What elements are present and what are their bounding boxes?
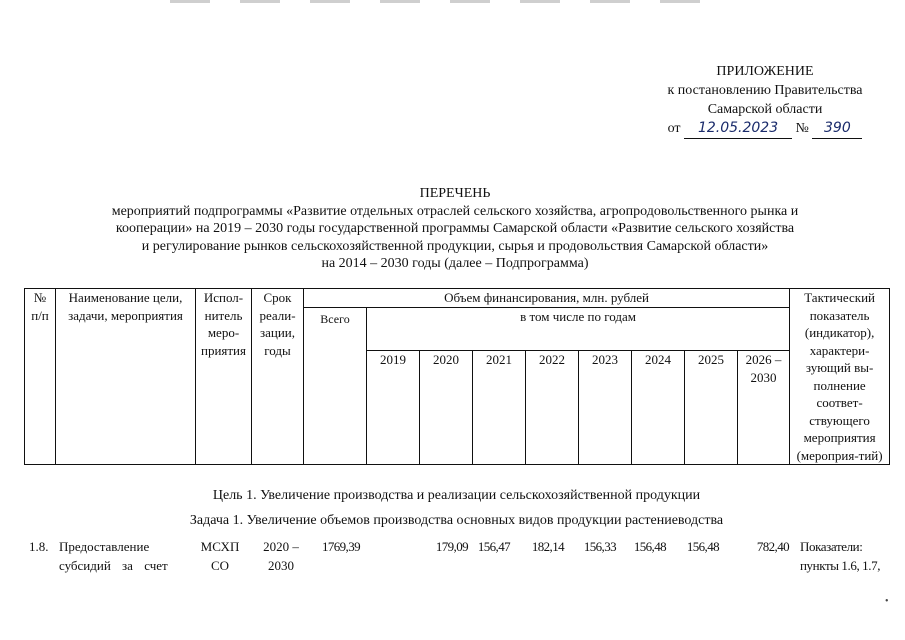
row-indicator-line-2: пункты 1.6, 1.7,: [800, 558, 881, 573]
row-name-line-2: субсидий за счет: [59, 558, 168, 573]
header-indicator: Тактический показатель (индикатор), характери-зующий вы-полнение соответ-ствующего мероприятия (мероприя-тий): [790, 289, 890, 465]
events-table: [24, 288, 890, 465]
row-total: 1769,39: [321, 539, 360, 554]
row-value-2020: 179,09: [435, 539, 468, 554]
header-year-2023: 2023: [579, 351, 632, 465]
row-term-line-1: 2020 –: [263, 539, 299, 554]
appendix-line-1: к постановлению Правительства: [667, 83, 863, 98]
task-heading: Задача 1. Увеличение объемов производства основных видов продукции растениеводства: [189, 513, 724, 528]
row-indicator-line-1: Показатели:: [800, 539, 863, 554]
appendix-title: ПРИЛОЖЕНИЕ: [716, 64, 814, 79]
header-year-2022: 2022: [526, 351, 579, 465]
row-name-line-1: Предоставление: [59, 539, 150, 554]
header-name: Наименование цели, задачи, мероприятия: [56, 289, 196, 465]
title-heading: ПЕРЕЧЕНЬ: [419, 186, 491, 201]
appendix-block: [640, 62, 890, 139]
row-number: 1.8.: [29, 539, 49, 554]
header-funding: Объем финансирования, млн. рублей: [304, 289, 790, 308]
row-term: [258, 537, 304, 575]
title-line-1: мероприятий подпрограммы «Развитие отдельных отраслей сельского хозяйства, агропродовольственного рынка и: [111, 203, 799, 219]
title-line-2: кооперации» на 2019 – 2030 годы государственной программы Самарской области «Развитие сельского хозяйства: [115, 221, 795, 236]
header-total: Всего: [304, 307, 367, 465]
header-year-2026-2030: 2026 – 2030: [738, 351, 790, 465]
row-value-2025: 156,48: [686, 539, 719, 554]
header-year-2024: 2024: [632, 351, 685, 465]
row-value-2026-2030: 782,40: [756, 539, 789, 554]
row-executor-line-1: МСХП: [200, 539, 240, 554]
row-value-2021: 156,47: [477, 539, 510, 554]
scan-mark: •: [885, 596, 889, 607]
header-executor: Испол-нитель меро-приятия: [196, 289, 252, 465]
header-year-2025: 2025: [685, 351, 738, 465]
appendix-line-2: Самарской области: [707, 102, 823, 117]
header-by-years: в том числе по годам: [367, 307, 790, 351]
row-executor: [198, 537, 242, 575]
row-executor-line-2: СО: [210, 558, 230, 573]
header-year-2019: 2019: [367, 351, 420, 465]
row-term-line-2: 2030: [268, 558, 294, 573]
row-value-2024: 156,48: [633, 539, 666, 554]
row-indicator: [800, 537, 900, 575]
scan-artifact-top: [170, 0, 710, 3]
number-label: №: [795, 121, 809, 136]
document-title: [60, 185, 850, 273]
title-line-4: на 2014 – 2030 годы (далее – Подпрограмма): [321, 256, 589, 271]
handwritten-number: 390: [812, 119, 862, 139]
header-year-2021: 2021: [473, 351, 526, 465]
header-year-2020: 2020: [420, 351, 473, 465]
row-value-2022: 182,14: [531, 539, 564, 554]
appendix-date-line: [640, 119, 890, 139]
header-term: Срок реали-зации, годы: [252, 289, 304, 465]
row-name: [59, 537, 199, 575]
title-line-3: и регулирование рынков сельскохозяйственной продукции, сырья и продовольствия Самарской области»: [141, 238, 769, 254]
row-value-2023: 156,33: [583, 539, 616, 554]
goal-heading: Цель 1. Увеличение производства и реализации сельскохозяйственной продукции: [212, 488, 701, 503]
header-num: № п/п: [25, 289, 56, 465]
from-label: от: [667, 121, 681, 136]
handwritten-date: 12.05.2023: [684, 119, 792, 139]
